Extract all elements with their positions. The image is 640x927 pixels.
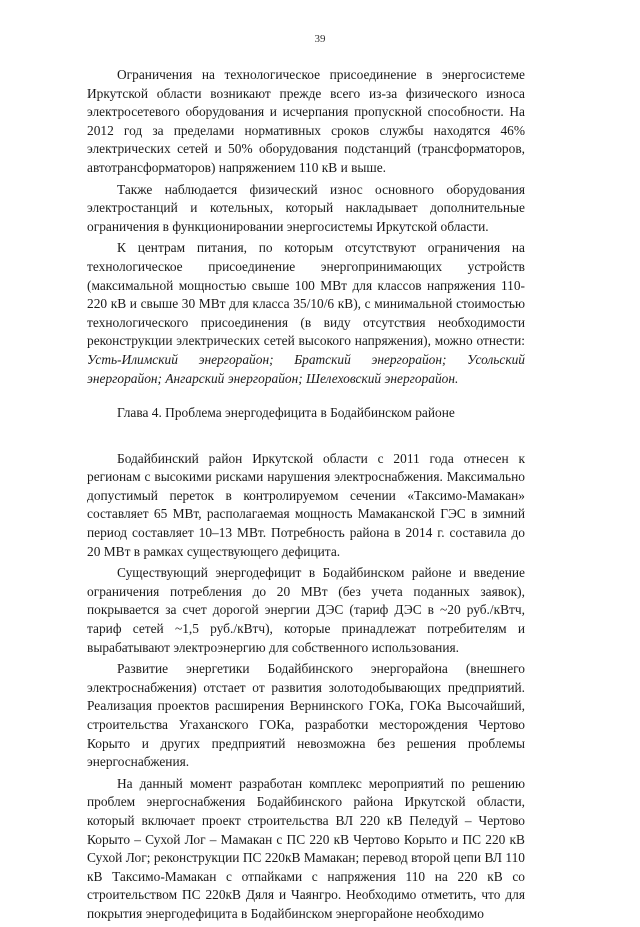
paragraph-power-centers xyxy=(87,239,525,388)
paragraph-measures: На данный момент разработан комплекс мероприятий по решению проблем энергоснабжения Бодайбинского района Иркутской области, который включает проект строительства ВЛ 220 кВ Пеледуй – Чертово Корыто – Сухой Лог – Мамакан с ПС 220 кВ Чертово Корыто и ПС 220 кВ Сухой Лог; реконструкции ПС 220кВ Мамакан; перевод второй цепи ВЛ 110 кВ Таксимо-Мамакан с отпайками с напряжения 110 на 220 кВ со строительством ПС 220кВ Дяля и Чаянгро. Необходимо отметить, что для покрытия энергодефицита в Бодайбинском энергорайоне необходимо xyxy=(87,775,525,921)
power-centers-text: К центрам питания, по которым отсутствуют ограничения на технологическое присоединение энергопринимающих устройств (максимальной мощностью свыше 100 МВт для классов напряжения 110-220 кВ и свыше 30 МВт для класса 35/10/6 кВ), с минимальной стоимостью технологического присоединения (в виду отсутствия необходимости реконструкции электрических сетей высокого напряжения), можно отнести: xyxy=(87,240,525,349)
document-body xyxy=(87,66,525,927)
chapter-heading: Глава 4. Проблема энергодефицита в Бодайбинском районе xyxy=(117,405,455,421)
paragraph-grid-restrictions: Ограничения на технологическое присоединение в энергосистеме Иркутской области возникают прежде всего из-за физического износа электросетевого оборудования и исчерпания пропускной способности. На 2012 год за пределами нормативных сроков службы находятся 46% электрических сетей и 50% оборудования подстанций (трансформаторов, автотрансформаторов) напряжением 110 кВ и выше. xyxy=(87,67,525,175)
power-centers-list: Усть-Илимский энергорайон; Братский энергорайон; Усольский энергорайон; Ангарский энергорайон; Шелеховский энергорайон. xyxy=(87,351,525,386)
paragraph-bodaibo-risks: Бодайбинский район Иркутской области с 2011 года отнесен к регионам с высокими рисками нарушения электроснабжения. Максимально допустимый переток в контролируемом сечении «Таксимо-Мамакан» составляет 65 МВт, располагаемая мощность Мамаканской ГЭС в зимний период составляет 10–13 МВт. Потребность района в 2014 г. составила до 20 МВт в рамках существующего дефицита. xyxy=(87,450,525,559)
paragraph-energy-deficit: Существующий энергодефицит в Бодайбинском районе и введение ограничения потребления до 20 МВт (без учета поданных заявок), покрывается за счет дорогой энергии ДЭС (тариф ДЭС в ~20 руб./кВтч, тариф сетей ~1,5 руб./кВтч), которые принадлежат потребителям и вырабатывают электроэнергию для собственного использования. xyxy=(87,565,525,655)
paragraph-equipment-wear: Также наблюдается физический износ основного оборудования электростанций и котельных, который накладывает дополнительные ограничения в функционировании энергосистемы Иркутской области. xyxy=(87,181,525,234)
page-number: 39 xyxy=(314,33,326,45)
paragraph-mining-development: Развитие энергетики Бодайбинского энергорайона (внешнего электроснабжения) отстает от развития золотодобывающих предприятий. Реализация проектов расширения Вернинского ГОКа, ГОКа Высочайший, строительства Угаханского ГОКа, разработки месторождения Чертово Корыто и других предприятий невозможна без решения проблемы энергоснабжения. xyxy=(87,661,525,770)
